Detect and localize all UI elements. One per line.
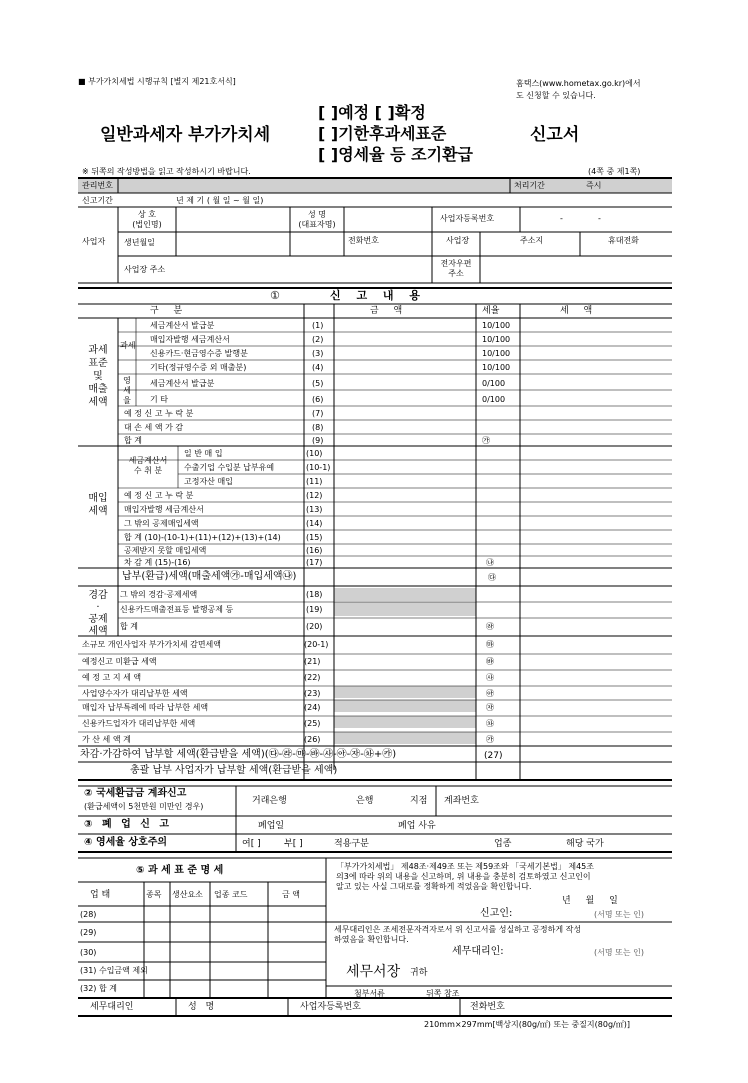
net-tax-label: 차감·가감하여 납부할 세액(환급받을 세액)(㉰-㉱-㉲-㉳-㉴-㉵-㉶-㉷+㉸) <box>80 749 397 760</box>
row-rate: ㉶ <box>486 703 494 712</box>
sec2-title: ② 국세환급금 계좌신고 <box>84 788 187 799</box>
total-pay-label: 총괄 납부 사업자가 납부할 세액(환급받을 세액) <box>130 765 338 776</box>
row-label: 기타(정규영수증 외 매출분) <box>150 363 247 372</box>
row-number: (20-1) <box>304 640 329 649</box>
biz-place-label: 사업장 <box>446 236 470 245</box>
sales-group-label: 과세 표준 및 매출 세액 <box>88 345 108 408</box>
row-label: 매입자 납부특례에 따라 납부한 세액 <box>82 703 209 712</box>
col-item: 종목 <box>146 890 162 899</box>
row-rate: ㉯ <box>486 558 494 567</box>
tax-invoice-recv-label: 세금계산서 수 취 분 <box>128 456 168 475</box>
bank-unit: 은행 <box>356 796 374 806</box>
row-number: (21) <box>304 657 321 666</box>
row-label: 합 계 <box>120 622 138 631</box>
net-tax-no: (27) <box>484 751 503 761</box>
row-number: (1) <box>312 321 324 330</box>
row-label: 기 타 <box>150 395 168 404</box>
row-number: (7) <box>312 409 324 418</box>
row-label: 예 정 신 고 누 락 분 <box>124 409 194 418</box>
col-prod: 생산요소 <box>172 890 203 899</box>
mobile-label: 휴대전화 <box>608 236 639 245</box>
col-category: 구 분 <box>150 306 189 316</box>
row-rate: ㉲ <box>486 640 494 649</box>
row-rate: ㉴ <box>486 673 494 682</box>
tax-office-label: 세무서장 <box>346 964 401 980</box>
row-rate: ㉮ <box>482 436 490 445</box>
row-label: 매입자발행 세금계산서 <box>150 335 230 344</box>
row-number: (3) <box>312 349 324 358</box>
tax-office-suffix: 귀하 <box>410 968 428 978</box>
reg-dash-2: - <box>598 214 601 223</box>
reg-dash-1: - <box>560 214 563 223</box>
name-label: 성 명 (대표자명) <box>298 210 336 229</box>
row-label: 예정신고 미환급 세액 <box>82 657 157 666</box>
agent-text-2: 하였음을 확인합니다. <box>334 935 409 944</box>
col-amt: 금 액 <box>282 890 300 899</box>
sec5-title: ⑤ 과 세 표 준 명 세 <box>136 865 224 876</box>
hometax-line-1: 홈택스(www.hometax.go.kr)에서 <box>516 79 641 88</box>
row-rate: ㉷ <box>486 719 494 728</box>
form-title: 일반과세자 부가가치세 <box>100 125 271 145</box>
zero-rate-label: 영 세 율 <box>123 376 131 405</box>
declaration-line-3: 알고 있는 사실 그대로를 정확하게 적었음을 확인합니다. <box>336 882 532 891</box>
sec2-sub: (환급세액이 5천만원 미만인 경우) <box>84 802 204 811</box>
row-number: (10-1) <box>306 463 331 472</box>
col-rate: 세율 <box>482 306 500 316</box>
sec5-row-label: (32) 합 계 <box>80 984 117 993</box>
row-label: 신용카드·현금영수증 발행분 <box>150 349 248 358</box>
row-label: 그 밖의 경감·공제세액 <box>120 590 198 599</box>
row-number: (22) <box>304 673 321 682</box>
sec1-title: 신 고 내 용 <box>330 289 426 302</box>
proc-period-label: 처리기간 <box>514 181 545 190</box>
reciprocity-yes[interactable]: 여[ ] <box>242 839 261 849</box>
row-rate: ㉳ <box>486 657 494 666</box>
instruction-note: ※ 뒤쪽의 작성방법을 읽고 작성하시기 바랍니다. <box>82 167 251 176</box>
birth-label: 생년월일 <box>124 238 155 247</box>
row-rate: 10/100 <box>482 321 511 330</box>
biz-reg-no-label: 사업자등록번호 <box>440 214 495 223</box>
row-number: (8) <box>312 423 324 432</box>
row-number: (14) <box>306 519 323 528</box>
footer-phone-label: 전화번호 <box>470 1002 505 1012</box>
row-label: 공제받지 못할 매입세액 <box>124 546 207 555</box>
agent-text-1: 세무대리인은 조세전문자격자로서 위 신고서를 성실하고 공정하게 작성 <box>334 925 582 934</box>
page-info: (4쪽 중 제1쪽) <box>588 167 641 176</box>
account-label: 계좌번호 <box>444 796 479 806</box>
taxable-label: 과세 <box>120 341 136 350</box>
row-label: 가 산 세 액 계 <box>82 735 131 744</box>
row-number: (24) <box>304 703 321 712</box>
option-early-refund[interactable]: [ ]영세율 등 조기환급 <box>318 145 473 164</box>
paper-spec: 210mm×297mm[백상지(80g/㎡) 또는 중질지(80g/㎡)] <box>424 1020 630 1029</box>
row-number: (25) <box>304 719 321 728</box>
row-rate: ㉸ <box>486 735 494 744</box>
declaration-date[interactable]: 년 월 일 <box>562 896 624 906</box>
row-label: 대 손 세 액 가 감 <box>124 423 184 432</box>
row-label: 사업양수자가 대리납부한 세액 <box>82 689 188 698</box>
reporter-sign[interactable]: (서명 또는 인) <box>594 910 644 919</box>
reporter-label: 신고인: <box>480 908 513 919</box>
row-number: (19) <box>306 605 323 614</box>
row-number: (4) <box>312 363 324 372</box>
row-label: 세금계산서 발급분 <box>150 379 215 388</box>
deduct-group-label: 경감 · 공제 세액 <box>88 590 108 637</box>
agent-sign[interactable]: (서명 또는 인) <box>594 948 644 957</box>
apply-category-label: 적용구분 <box>334 839 369 849</box>
row-label: 신용카드매출전표등 발행공제 등 <box>120 605 234 614</box>
branch-label: 지점 <box>410 796 428 806</box>
closure-date-label: 폐업일 <box>258 821 285 831</box>
business-label: 사업자 <box>82 237 106 246</box>
row-number: (10) <box>306 449 323 458</box>
row-number: (12) <box>306 491 323 500</box>
row-label: 신용카드업자가 대리납부한 세액 <box>82 719 196 728</box>
row-label: 합 계 <box>124 436 142 445</box>
row-number: (23) <box>304 689 321 698</box>
footer-agent-label: 세무대리인 <box>90 1002 134 1012</box>
row-rate: ㉵ <box>486 689 494 698</box>
row-label: 매입자발행 세금계산서 <box>124 505 204 514</box>
row-number: (13) <box>306 505 323 514</box>
row-number: (20) <box>306 622 323 631</box>
row-number: (11) <box>306 477 323 486</box>
row-number: (2) <box>312 335 324 344</box>
attach-value: 뒤쪽 참조 <box>426 989 460 998</box>
row-label: 차 감 계 (15)-(16) <box>124 558 191 567</box>
row-label: 수출기업 수입분 납부유예 <box>184 463 275 472</box>
declaration-line-2: 의3에 따라 위의 내용을 신고하며, 위 내용을 충분히 검토하였고 신고인이 <box>336 872 591 881</box>
row-label: 소규모 개인사업자 부가가치세 감면세액 <box>82 640 222 649</box>
row-number: (9) <box>312 436 324 445</box>
report-period-value[interactable]: 년 제 기 ( 월 일 ~ 월 일) <box>176 196 264 205</box>
row-number: (26) <box>304 735 321 744</box>
sec1-num: ① <box>270 289 280 302</box>
row-number: (15) <box>306 533 323 542</box>
purchase-group-label: 매입 세액 <box>88 493 108 517</box>
declaration-line-1: 「부가가치세법」 제48조·제49조 또는 제59조와 「국세기본법」 제45조 <box>336 862 594 871</box>
home-addr-label: 주소지 <box>520 236 544 245</box>
row-number: (17) <box>306 558 323 567</box>
row-label: 세금계산서 발급분 <box>150 321 215 330</box>
closure-reason-label: 폐업 사유 <box>398 821 436 831</box>
title-suffix: 신고서 <box>530 125 580 145</box>
trade-name-label: 상 호 (법인명) <box>132 210 162 229</box>
sec5-row-label: (30) <box>80 948 97 957</box>
row-label: 일 반 매 입 <box>184 449 223 458</box>
row-number: (16) <box>306 546 323 555</box>
form-id: ■ 부가가치세법 시행규칙 [별지 제21호서식] <box>78 77 236 86</box>
row-rate: ㉱ <box>486 622 494 631</box>
attach-label: 첨부서류 <box>354 989 385 998</box>
payable-label: 납부(환급)세액(매출세액㉮-매입세액㉯) <box>122 571 297 582</box>
row-label: 그 밖의 공제매입세액 <box>124 519 199 528</box>
industry-label: 업종 <box>494 839 512 849</box>
country-label: 해당 국가 <box>566 839 604 849</box>
col-biz-type: 업 태 <box>90 890 111 900</box>
row-rate: 10/100 <box>482 335 511 344</box>
row-label: 고정자산 매입 <box>184 477 233 486</box>
reciprocity-no[interactable]: 부[ ] <box>284 839 303 849</box>
report-period-label: 신고기간 <box>82 196 113 205</box>
sec5-row-label: (31) 수입금액 제외 <box>80 966 148 975</box>
row-rate: 0/100 <box>482 379 506 388</box>
option-late[interactable]: [ ]기한후과세표준 <box>318 124 447 143</box>
hometax-line-2: 도 신청할 수 있습니다. <box>516 91 596 100</box>
row-rate: 10/100 <box>482 363 511 372</box>
col-amount: 금 액 <box>370 306 409 316</box>
row-label: 예 정 신 고 누 락 분 <box>124 491 194 500</box>
row-label: 예 정 고 지 세 액 <box>82 673 142 682</box>
proc-period-value: 즉시 <box>586 181 602 190</box>
bank-label: 거래은행 <box>252 796 287 806</box>
row-rate: 10/100 <box>482 349 511 358</box>
agent-label: 세무대리인: <box>452 946 504 957</box>
row-number: (5) <box>312 379 324 388</box>
footer-reg-no-label: 사업자등록번호 <box>300 1002 361 1012</box>
biz-addr-label: 사업장 주소 <box>124 265 166 274</box>
sec5-row-label: (28) <box>80 910 97 919</box>
col-code: 업종 코드 <box>214 890 248 899</box>
sec3-title: ③ 폐 업 신 고 <box>84 819 173 830</box>
option-regular[interactable]: [ ]예정 [ ]확정 <box>318 103 426 122</box>
footer-name-label: 성 명 <box>188 1002 218 1012</box>
row-number: (18) <box>306 590 323 599</box>
email-label: 전자우편 주소 <box>440 259 472 278</box>
row-rate: 0/100 <box>482 395 506 404</box>
sec4-title: ④ 영세율 상호주의 <box>84 837 168 848</box>
col-tax: 세 액 <box>560 306 599 316</box>
row-label: 합 계 (10)-(10-1)+(11)+(12)+(13)+(14) <box>124 533 281 542</box>
phone-label: 전화번호 <box>348 236 379 245</box>
sec5-row-label: (29) <box>80 928 97 937</box>
payable-mark: ㉰ <box>488 573 496 582</box>
row-number: (6) <box>312 395 324 404</box>
mgmt-no-label: 관리번호 <box>82 181 113 190</box>
